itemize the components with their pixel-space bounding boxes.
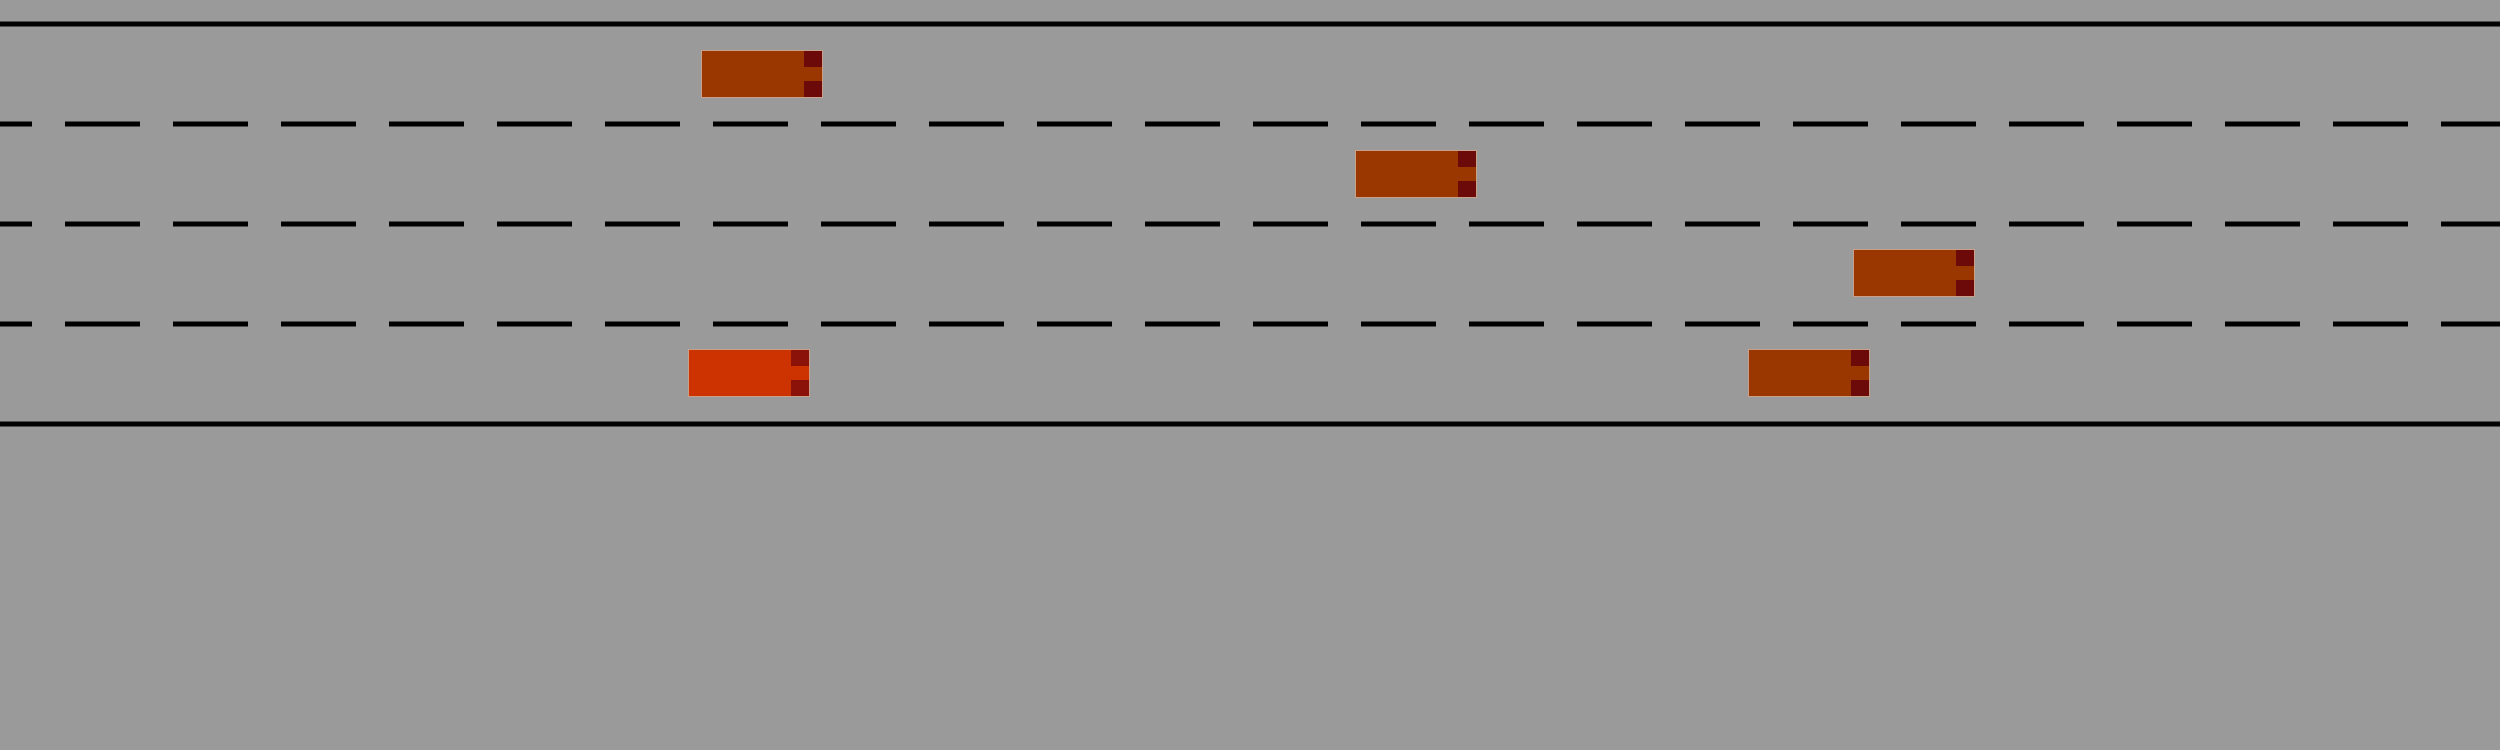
ego-vehicle [688,349,810,397]
tail-light [804,81,822,97]
vehicle-lane-3 [1853,249,1975,297]
tail-light [791,350,809,366]
tail-light [1458,181,1476,197]
vehicle-lane-2 [1355,150,1477,198]
tail-light [804,51,822,67]
tail-light [1956,280,1974,296]
tail-light [1956,250,1974,266]
tail-light [1458,151,1476,167]
tail-light [1851,350,1869,366]
tail-light [791,380,809,396]
tail-light [1851,380,1869,396]
vehicle-lane-1 [701,50,823,98]
vehicle-lane-4-ahead [1748,349,1870,397]
